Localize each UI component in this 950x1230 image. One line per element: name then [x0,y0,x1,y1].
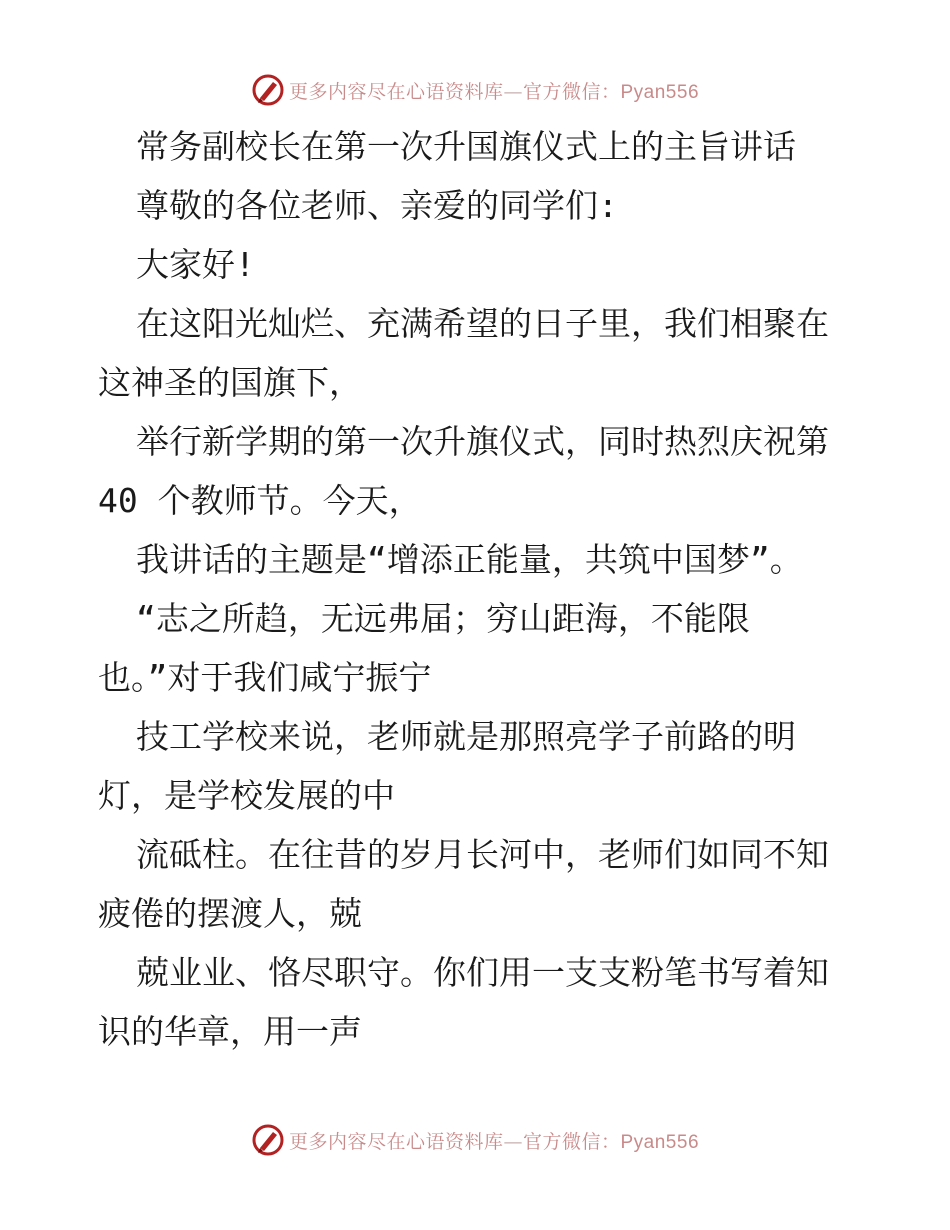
text-line: 技工学校来说，老师就是那照亮学子前路的明 [136,717,796,756]
text-line: 举行新学期的第一次升旗仪式，同时热烈庆祝第 [136,422,829,461]
text-line: 兢业业、恪尽职守。你们用一支支粉笔书写着知 [136,953,829,992]
pen-circle-logo-icon [251,1123,285,1157]
text-line: 这神圣的国旗下， [98,363,362,402]
text-line: 疲倦的摆渡人，兢 [98,894,362,933]
text-line: 40 个教师节。今天， [98,481,422,520]
text-line: 也。”对于我们咸宁振宁 [98,658,432,697]
text-line: 我讲话的主题是“增添正能量，共筑中国梦”。 [136,540,803,579]
watermark-text: 更多内容尽在心语资料库—官方微信：Pyan556 [288,80,700,103]
header-watermark [0,70,950,110]
document-body [98,117,878,1061]
text-line: 识的华章，用一声 [98,1012,362,1051]
footer-watermark [0,1120,950,1160]
text-line: “志之所趋，无远弗届；穷山距海，不能限 [136,599,750,638]
text-line: 在这阳光灿烂、充满希望的日子里，我们相聚在 [136,304,829,343]
text-line: 尊敬的各位老师、亲爱的同学们: [136,186,618,225]
pen-circle-logo-icon [251,73,285,107]
text-line: 大家好! [136,245,255,284]
document-title: 常务副校长在第一次升国旗仪式上的主旨讲话 [136,127,796,166]
text-line: 灯，是学校发展的中 [98,776,395,815]
watermark-text: 更多内容尽在心语资料库—官方微信：Pyan556 [288,1130,700,1153]
text-line: 流砥柱。在往昔的岁月长河中，老师们如同不知 [136,835,829,874]
